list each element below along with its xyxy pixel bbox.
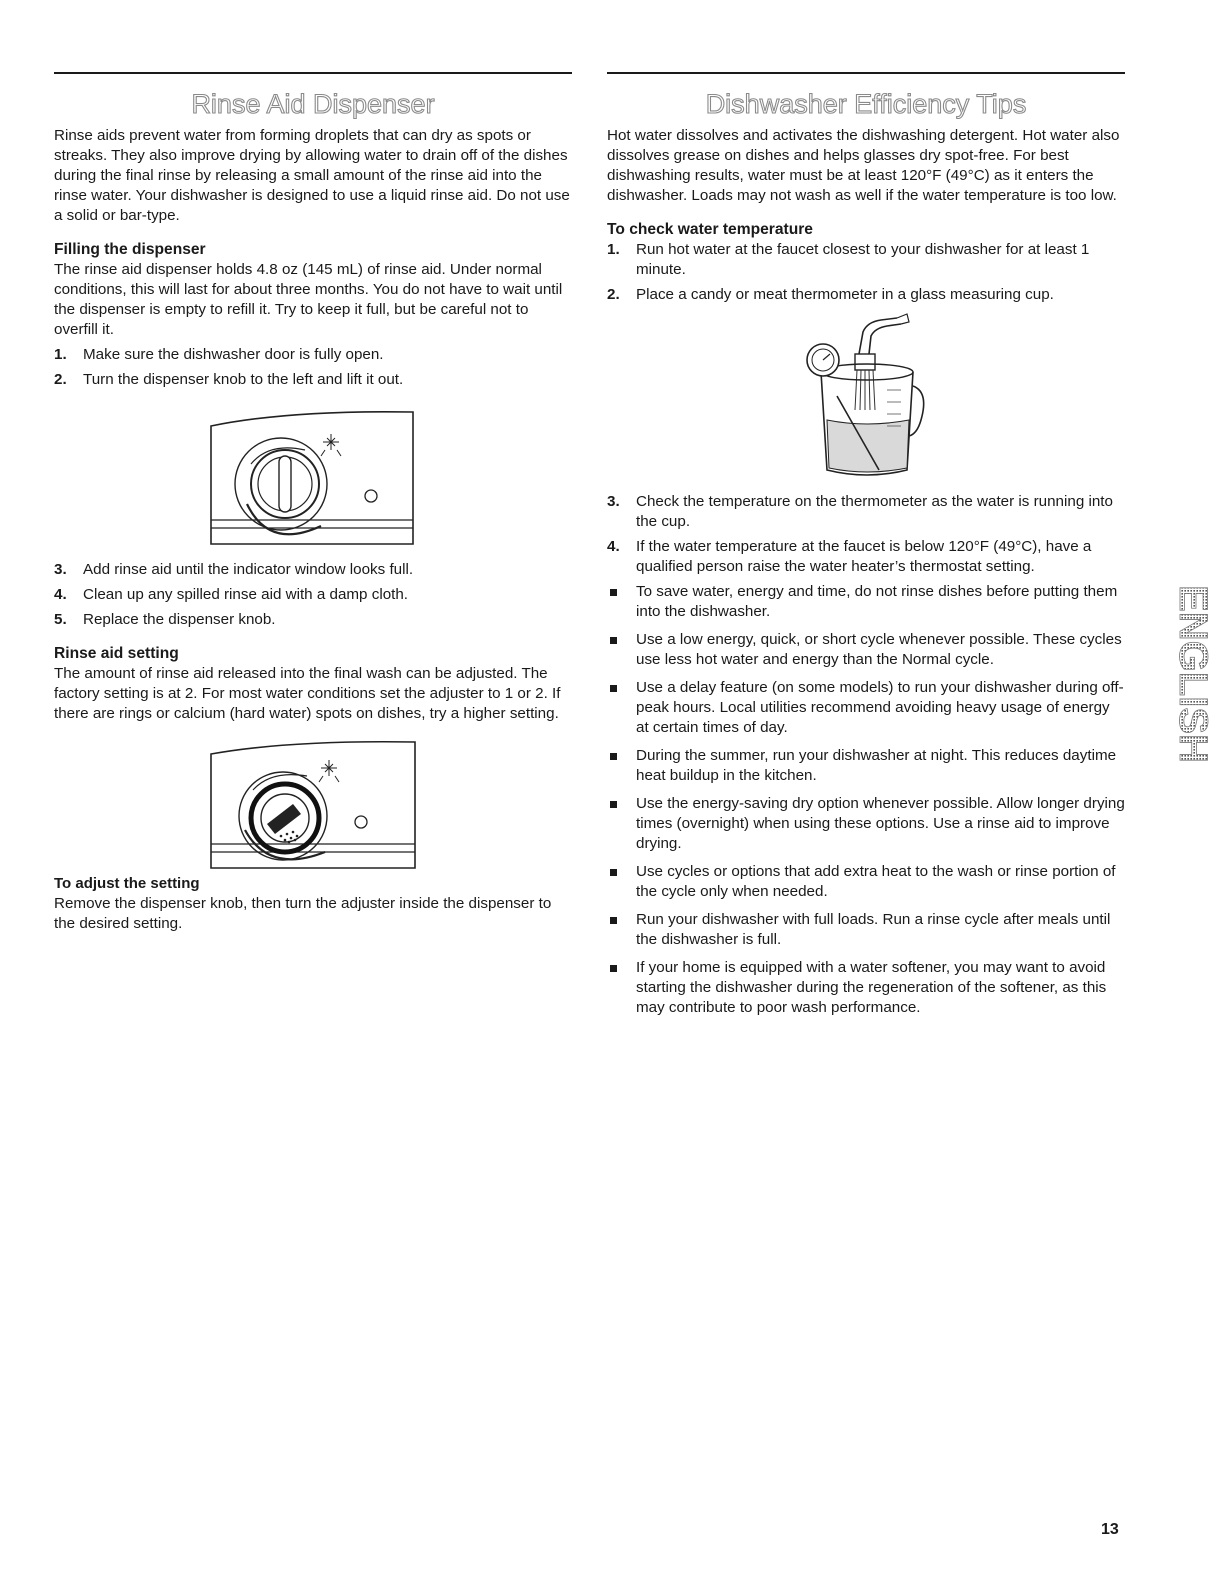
bullet-square-icon (610, 685, 617, 692)
step-number: 4. (54, 586, 67, 603)
section-rule (54, 72, 572, 74)
check-temperature-steps (607, 240, 1125, 305)
step-item (607, 240, 1125, 280)
tip-item (607, 910, 1125, 950)
step-text: Turn the dispenser knob to the left and lift it out. (83, 371, 404, 388)
rinse-aid-title (54, 80, 572, 126)
section-rule (607, 72, 1125, 74)
step-text: Replace the dispenser knob. (83, 611, 276, 628)
tip-text: Run your dishwasher with full loads. Run a rinse cycle after meals until the dishwasher is full. (636, 911, 1111, 948)
step-item (607, 537, 1125, 577)
step-text: Place a candy or meat thermometer in a glass measuring cup. (636, 286, 1054, 303)
rinse-setting-text: The amount of rinse aid released into the final wash can be adjusted. The factory setting is at 2. For most water conditions set the adjuster to 1 or 2. If there are rings or calcium (hard water) spots on dishes, try a higher setting. (54, 665, 561, 722)
tip-item (607, 794, 1125, 854)
tip-item (607, 958, 1125, 1018)
rinse-setting-heading: Rinse aid setting (54, 645, 179, 662)
step-number: 4. (607, 538, 620, 555)
bullet-square-icon (610, 753, 617, 760)
efficiency-tips-list (607, 582, 1125, 1018)
step-number: 2. (607, 286, 620, 303)
tip-text: During the summer, run your dishwasher at night. This reduces daytime heat buildup in the kitchen. (636, 747, 1117, 784)
adjust-setting-text: Remove the dispenser knob, then turn the adjuster inside the dispenser to the desired setting. (54, 895, 552, 932)
filling-text: The rinse aid dispenser holds 4.8 oz (145 mL) of rinse aid. Under normal conditions, this will last for about three months. You do not have to wait until the dispenser is empty to refill it. Try to keep it full, but be careful not to overfill it. (54, 261, 563, 338)
step-number: 1. (607, 241, 620, 258)
efficiency-title-text: Dishwasher Efficiency Tips (705, 89, 1027, 119)
step-number: 3. (54, 561, 67, 578)
step-item (54, 585, 572, 605)
english-side-tab (1150, 558, 1215, 790)
step-text: Add rinse aid until the indicator window looks full. (83, 561, 414, 578)
filling-heading: Filling the dispenser (54, 241, 206, 258)
rinse-aid-column (54, 72, 572, 934)
step-number: 2. (54, 371, 67, 388)
bullet-square-icon (610, 917, 617, 924)
tip-text: Use cycles or options that add extra heat to the wash or rinse portion of the cycle only when needed. (636, 863, 1116, 900)
page-number: 13 (1101, 1521, 1119, 1538)
step-item (54, 610, 572, 630)
tip-item (607, 582, 1125, 622)
tip-text: If your home is equipped with a water softener, you may want to avoid starting the dishwasher during the regeneration of the softener, as this may contribute to poor wash performance. (636, 959, 1107, 1016)
dispenser-knob-figure (209, 408, 421, 548)
step-item (54, 345, 572, 365)
efficiency-title (607, 80, 1125, 126)
efficiency-tips-column (607, 72, 1125, 1026)
bullet-square-icon (610, 965, 617, 972)
bullet-square-icon (610, 637, 617, 644)
step-text: If the water temperature at the faucet is below 120°F (49°C), have a qualified person raise the water heater’s thermostat setting. (636, 538, 1092, 575)
tip-text: To save water, energy and time, do not rinse dishes before putting them into the dishwasher. (636, 583, 1118, 620)
rinse-aid-title-text: Rinse Aid Dispenser (191, 89, 435, 119)
check-temperature-heading: To check water temperature (607, 221, 813, 238)
tip-text: Use a low energy, quick, or short cycle whenever possible. These cycles use less hot water and energy than the Normal cycle. (636, 631, 1122, 668)
step-number: 3. (607, 493, 620, 510)
step-item (54, 370, 572, 390)
tip-item (607, 746, 1125, 786)
filling-steps (54, 345, 572, 390)
step-item (607, 492, 1125, 532)
rinse-aid-adjuster-figure (209, 738, 427, 872)
step-text: Check the temperature on the thermometer as the water is running into the cup. (636, 493, 1113, 530)
check-temperature-steps-continued (607, 492, 1125, 577)
bullet-square-icon (610, 801, 617, 808)
step-text: Make sure the dishwasher door is fully open. (83, 346, 384, 363)
rinse-aid-intro: Rinse aids prevent water from forming droplets that can dry as spots or streaks. They also improve drying by allowing water to drain off of the dishes during the final rinse by releasing a small amount of the rinse aid into the rinse water. Your dishwasher is designed to use a liquid rinse aid. Do not use a solid or bar-type. (54, 127, 570, 224)
step-number: 5. (54, 611, 67, 628)
tip-item (607, 678, 1125, 738)
bullet-square-icon (610, 589, 617, 596)
tip-text: Use a delay feature (on some models) to run your dishwasher during off-peak hours. Local utilities recommend avoiding heavy usage of energy at certain times of day. (636, 679, 1124, 736)
bullet-square-icon (610, 869, 617, 876)
adjust-setting-heading: To adjust the setting (54, 875, 200, 892)
tip-item (607, 862, 1125, 902)
step-text: Run hot water at the faucet closest to your dishwasher for at least 1 minute. (636, 241, 1090, 278)
step-number: 1. (54, 346, 67, 363)
thermometer-cup-figure (797, 310, 937, 482)
filling-steps-continued (54, 560, 572, 630)
efficiency-intro: Hot water dissolves and activates the dishwashing detergent. Hot water also dissolves grease on dishes and helps glasses dry spot-free. For best dishwashing results, water must be at least 120°F (49°C) as it enters the dishwasher. Loads may not wash as well if the water temperature is too low. (607, 127, 1120, 204)
step-item (607, 285, 1125, 305)
tip-text: Use the energy-saving dry option whenever possible. Allow longer drying times (overnight) when using these options. Use a rinse aid to improve drying. (636, 795, 1125, 852)
step-item (54, 560, 572, 580)
tip-item (607, 630, 1125, 670)
english-tab-text: ENGLISH (1171, 585, 1215, 763)
step-text: Clean up any spilled rinse aid with a damp cloth. (83, 586, 409, 603)
